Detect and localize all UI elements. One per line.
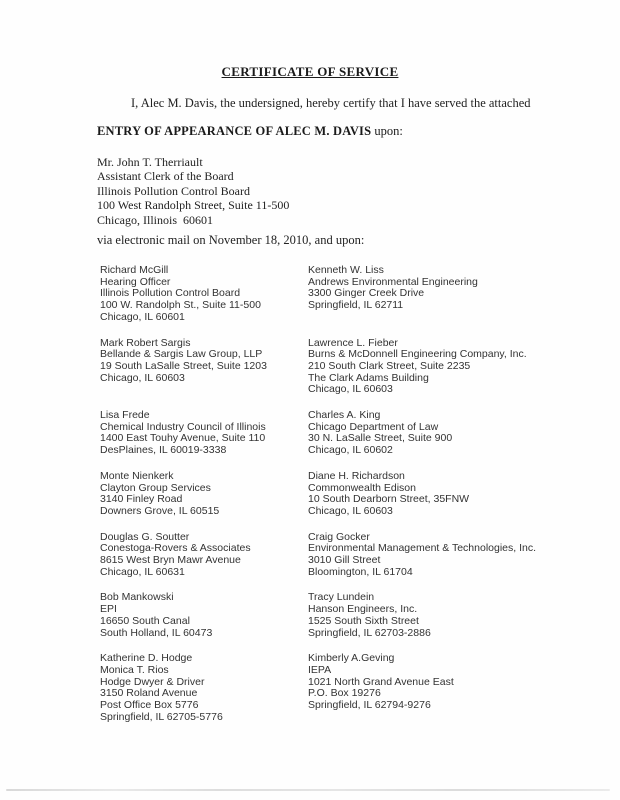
address-line: Springfield, IL 62711	[308, 299, 404, 312]
address-block-tracy-lundein	[308, 592, 600, 639]
address-line: 3140 Finley Road	[100, 493, 183, 506]
address-line: Springfield, IL 62705-5776	[100, 710, 223, 723]
address-line: Conestoga-Rovers & Associates	[100, 542, 251, 555]
clerk-address-block	[97, 155, 417, 227]
address-line: 210 South Clark Street, Suite 2235	[308, 359, 471, 372]
address-line: P.O. Box 19276	[308, 687, 381, 700]
address-block-richard-mcgill	[100, 265, 308, 324]
address-line: Bloomington, IL 61704	[308, 565, 413, 578]
address-line: 30 N. LaSalle Street, Suite 900	[308, 432, 453, 445]
address-line: Katherine D. Hodge	[100, 652, 193, 665]
address-line: Hanson Engineers, Inc.	[308, 603, 418, 616]
address-line: Lisa Frede	[100, 409, 150, 422]
address-line: 1400 East Touhy Avenue, Suite 110	[100, 432, 266, 445]
address-line: South Holland, IL 60473	[100, 626, 213, 639]
address-line: 10 South Dearborn Street, 35FNW	[308, 493, 470, 506]
address-line: Assistant Clerk of the Board	[97, 169, 234, 184]
entry-of-appearance-title: ENTRY OF APPEARANCE OF ALEC M. DAVIS	[97, 124, 372, 138]
address-line: 3300 Ginger Creek Drive	[308, 287, 425, 300]
address-line: Monte Nienkerk	[100, 469, 174, 482]
address-block-lawrence-fieber	[308, 338, 600, 397]
address-line: Springfield, IL 62794-9276	[308, 699, 431, 712]
address-line: Environmental Management & Technologies, Inc.	[308, 542, 537, 555]
address-line: 3010 Gill Street	[308, 554, 381, 567]
address-line: Kenneth W. Liss	[308, 264, 384, 276]
address-line: Hearing Officer	[100, 275, 171, 288]
certification-paragraph: I, Alec M. Davis, the undersigned, hereby certify that I have served the attached	[131, 96, 531, 110]
service-row	[100, 592, 600, 639]
address-line: Tracy Lundein	[308, 591, 375, 604]
address-line: Monica T. Rios	[100, 663, 169, 676]
service-row	[100, 532, 600, 579]
service-row	[100, 338, 600, 397]
document-title: CERTIFICATE OF SERVICE	[221, 64, 399, 79]
address-line: Charles A. King	[308, 409, 381, 422]
address-line: Lawrence L. Fieber	[308, 336, 398, 349]
address-line: Kimberly A.Geving	[308, 652, 395, 665]
address-line: Springfield, IL 62703-2886	[308, 626, 431, 639]
address-line: Diane H. Richardson	[308, 469, 405, 482]
address-line: Douglas G. Soutter	[100, 530, 190, 543]
service-method-line: via electronic mail on November 18, 2010, and upon:	[97, 233, 365, 247]
address-line: 1525 South Sixth Street	[308, 614, 419, 627]
address-line: Bob Mankowski	[100, 591, 174, 604]
address-line: Mark Robert Sargis	[100, 336, 191, 349]
service-row	[100, 653, 600, 723]
service-row	[100, 471, 600, 518]
address-line: DesPlaines, IL 60019-3338	[100, 444, 227, 457]
address-line: Craig Gocker	[308, 530, 370, 543]
address-block-kenneth-liss	[308, 265, 600, 324]
address-line: Bellande & Sargis Law Group, LLP	[100, 348, 263, 361]
address-line: 16650 South Canal	[100, 614, 190, 627]
address-block-mark-sargis	[100, 338, 308, 397]
address-line: The Clark Adams Building	[308, 371, 429, 384]
address-line: 1021 North Grand Avenue East	[308, 675, 454, 688]
address-line: 8615 West Bryn Mawr Avenue	[100, 554, 241, 567]
address-line: Richard McGill	[100, 264, 169, 276]
address-line: Andrews Environmental Engineering	[308, 275, 478, 288]
address-line: Chicago, Illinois 60601	[97, 212, 213, 227]
address-line: Chicago, IL 60602	[308, 444, 393, 457]
address-block-lisa-frede	[100, 410, 308, 457]
address-line: 3150 Roland Avenue	[100, 687, 198, 700]
address-line: Post Office Box 5776	[100, 699, 199, 712]
entry-of-appearance-suffix: upon:	[371, 124, 403, 138]
address-line: EPI	[100, 603, 117, 616]
address-block-craig-gocker	[308, 532, 600, 579]
address-line: IEPA	[308, 663, 332, 676]
address-block-bob-mankowski	[100, 592, 308, 639]
address-line: Chicago Department of Law	[308, 420, 439, 433]
address-line: Chicago, IL 60601	[100, 310, 185, 323]
address-line: 100 W. Randolph St., Suite 11-500	[100, 299, 261, 312]
address-block-monte-nienkerk	[100, 471, 308, 518]
address-line: Commonwealth Edison	[308, 481, 416, 494]
address-line: Burns & McDonnell Engineering Company, Inc.	[308, 348, 527, 361]
address-block-douglas-soutter	[100, 532, 308, 579]
address-block-charles-king	[308, 410, 600, 457]
address-line: Mr. John T. Therriault	[97, 155, 203, 169]
service-row	[100, 265, 600, 324]
address-block-katherine-hodge	[100, 653, 308, 723]
address-line: Illinois Pollution Control Board	[97, 183, 251, 198]
page-scan-shadow	[6, 789, 610, 791]
address-line: Illinois Pollution Control Board	[100, 287, 241, 300]
address-line: Chemical Industry Council of Illinois	[100, 420, 266, 433]
address-line: 100 West Randolph Street, Suite 11-500	[97, 198, 290, 213]
address-line: Chicago, IL 60603	[100, 371, 185, 384]
address-block-diane-richardson	[308, 471, 600, 518]
entry-of-appearance-line	[97, 124, 557, 139]
address-line: Hodge Dwyer & Driver	[100, 675, 205, 688]
address-line: Clayton Group Services	[100, 481, 211, 494]
address-line: 19 South LaSalle Street, Suite 1203	[100, 359, 267, 372]
address-line: Chicago, IL 60631	[100, 565, 185, 578]
service-row	[100, 410, 600, 457]
address-line: Chicago, IL 60603	[308, 383, 393, 396]
address-block-kimberly-geving	[308, 653, 600, 723]
address-line: Chicago, IL 60603	[308, 504, 393, 517]
address-line: Downers Grove, IL 60515	[100, 504, 220, 517]
service-recipient-list	[100, 265, 600, 738]
